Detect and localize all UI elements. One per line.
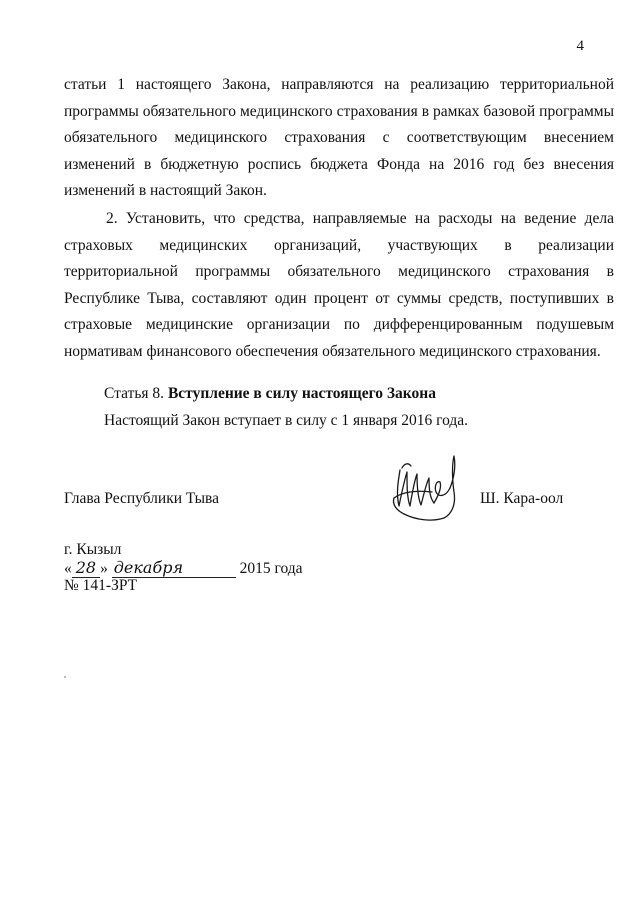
quote-close: » [100,560,108,577]
paragraph-continuation: статьи 1 настоящего Закона, направляются на реализацию территориальной программы обязательного медицинского страхования в рамках базовой программы обязательного медицинского страхования с соответствующим внесением изменений в бюджетную роспись бюджета Фонда на 2016 год без внесения изменений в настоящий Закон. [64,76,614,200]
date-year: 2015 года [239,560,303,577]
place-of-signing: г. Кызыл [64,541,122,558]
article-title: Вступление в силу настоящего Закона [167,385,436,402]
article-text: Настоящий Закон вступает в силу с 1 января 2016 года. [104,412,469,429]
paragraph-clause-2: 2. Установить, что средства, направляемые на расходы на ведение дела страховых медицинских организаций, участвующих в реализации территориальной программы обязательного медицинского страхования в Республике Тыва, составляют один процент от суммы средств, поступивших в страховые медицинские организации по дифференцированным подушевым нормативам финансового обеспечения обязательного медицинского страхования. [64,210,614,360]
quote-open: « [64,560,72,577]
article-heading [104,384,436,404]
signing-date [64,559,303,578]
signatory-position: Глава Республики Тыва [64,490,220,507]
scan-speck [64,676,66,678]
handwritten-day: 28 [72,559,100,578]
handwritten-month: декабря [112,559,236,578]
page-number: 4 [576,38,584,54]
article-label: Статья 8. [104,385,165,402]
handwritten-signature [376,448,472,524]
signatory-name: Ш. Кара-оол [480,490,564,507]
law-number: № 141-ЗРТ [64,577,138,594]
